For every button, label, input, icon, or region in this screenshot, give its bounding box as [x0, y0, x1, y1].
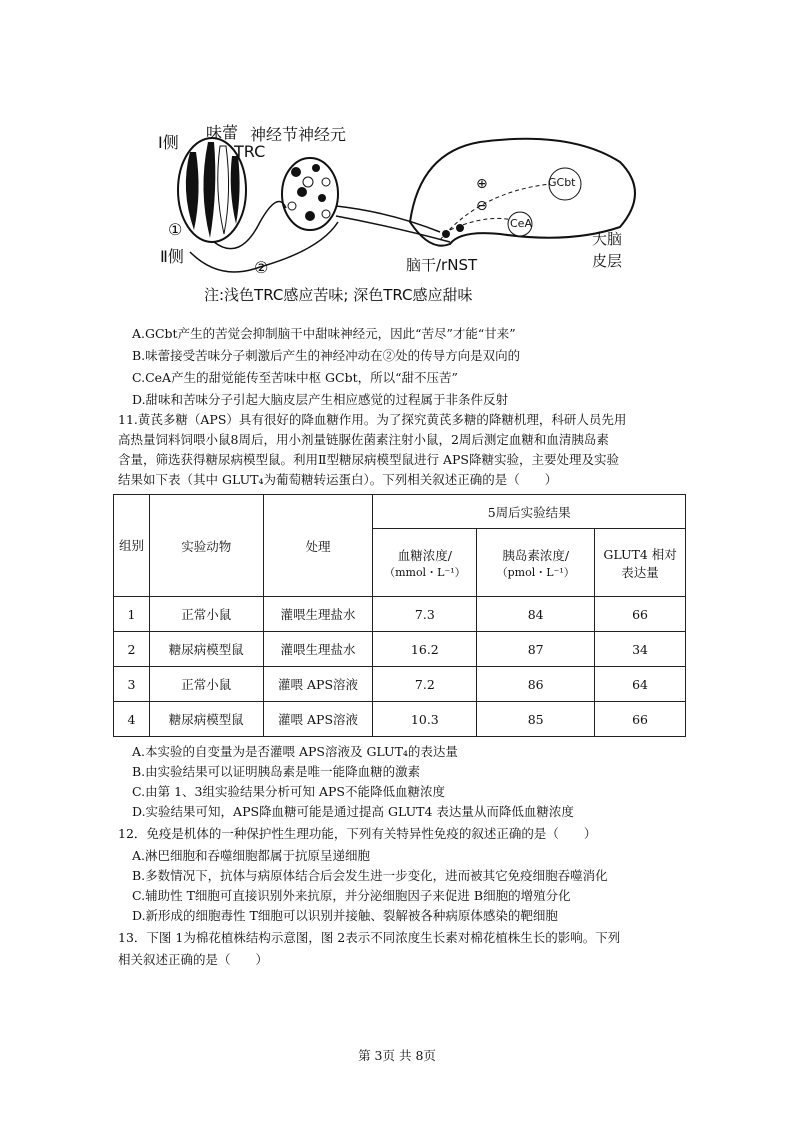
header-glucose: 血糖浓度/ （mmol・L⁻¹） [373, 529, 477, 597]
side-ii-label: Ⅱ侧 [160, 247, 184, 266]
q11-option-b: B.由实验结果可以证明胰岛素是唯一能降血糖的激素 [132, 764, 421, 779]
q10-option-b: B.味蕾接受苦味分子刺激后产生的神经冲动在②处的传导方向是双向的 [132, 348, 521, 363]
figure-note: 注:浅色TRC感应苦味; 深色TRC感应甜味 [204, 286, 473, 304]
plus-sign: ⊕ [476, 176, 488, 192]
header-animal: 实验动物 [149, 495, 263, 597]
brainstem-label: 脑干/rNST [406, 256, 478, 274]
q10-option-c: C.CeA产生的甜觉能传至苦味中枢 GCbt，所以“甜不压苦” [132, 370, 458, 385]
q11-stem-line: 含量，筛选获得糖尿病模型鼠。利用Ⅱ型糖尿病模型鼠进行 APS降糖实验，主要处理及实验 [118, 452, 619, 467]
cortex-label-1: 大脑 [592, 230, 623, 248]
q11-option-c: C.由第 1、3组实验结果分析可知 APS不能降低血糖浓度 [132, 784, 445, 799]
q11-option-a: A.本实验的自变量为是否灌喂 APS溶液及 GLUT₄的表达量 [132, 744, 458, 759]
q10-option-a: A.GCbt产生的苦觉会抑制脑干中甜味神经元，因此“苦尽”才能“甘来” [132, 326, 516, 341]
q11-results-table [113, 494, 686, 737]
q10-option-d: D.甜味和苦味分子引起大脑皮层产生相应感觉的过程属于非条件反射 [132, 392, 509, 407]
q11-option-d: D.实验结果可知，APS降血糖可能是通过提高 GLUT4 表达量从而降低血糖浓度 [132, 804, 574, 819]
table-row: 1 正常小鼠 灌喂生理盐水 7.3 84 66 [114, 597, 686, 632]
taste-bud-label: 味蕾 [206, 123, 239, 142]
header-glut4: GLUT4 相对 表达量 [595, 529, 686, 597]
q13-stem-line: 相关叙述正确的是（ ） [118, 952, 269, 967]
q13-stem-line: 13．下图 1为棉花植株结构示意图，图 2表示不同浓度生长素对棉花植株生长的影响。下列 [118, 930, 621, 945]
page-footer: 第 3页 共 8页 [358, 1048, 436, 1063]
trc-label: TRC [234, 142, 266, 161]
circle-2-label: ② [254, 258, 269, 277]
q11-stem-line: 高热量饲料饲喂小鼠8周后，用小剂量链脲佐菌素注射小鼠，2周后测定血糖和血清胰岛素 [118, 432, 609, 447]
trc-light-cell [218, 146, 229, 234]
q12-option-c: C.辅助性 T细胞可直接识别外来抗原，并分泌细胞因子来促进 B细胞的增殖分化 [132, 888, 571, 903]
q12-option-a: A.淋巴细胞和吞噬细胞都属于抗原呈递细胞 [132, 848, 371, 863]
ganglion-label: 神经节神经元 [250, 125, 347, 144]
cea-label: CeA [510, 217, 532, 230]
table-row: 4 糖尿病模型鼠 灌喂 APS溶液 10.3 85 66 [114, 702, 686, 737]
q12-option-b: B.多数情况下，抗体与病原体结合后会发生进一步变化，进而被其它免疫细胞吞噬消化 [132, 868, 608, 883]
trc-dark-cell [203, 142, 215, 238]
trc-dark-cell [231, 156, 240, 224]
header-results: 5周后实验结果 [373, 495, 686, 529]
q12-option-d: D.新形成的细胞毒性 T细胞可以识别并接触、裂解被各种病原体感染的靶细胞 [132, 908, 558, 923]
q11-stem-line: 11.黄芪多糖（APS）具有很好的降血糖作用。为了探究黄芪多糖的降糖机理，科研人员先用 [118, 412, 627, 427]
header-group: 组别 [114, 495, 150, 597]
q11-stem-line: 结果如下表（其中 GLUT₄为葡萄糖转运蛋白）。下列相关叙述正确的是（ ） [118, 472, 558, 487]
cortex-label-2: 皮层 [592, 252, 623, 270]
side-i-label: Ⅰ侧 [158, 133, 179, 152]
minus-sign: ⊖ [476, 198, 488, 214]
table-row: 2 糖尿病模型鼠 灌喂生理盐水 16.2 87 34 [114, 632, 686, 667]
header-insulin: 胰岛素浓度/ （pmol・L⁻¹） [477, 529, 595, 597]
taste-pathway-figure [150, 112, 650, 312]
circle-1-label: ① [168, 220, 183, 239]
trc-dark-cell [186, 152, 199, 230]
q12-stem: 12．免疫是机体的一种保护性生理功能，下列有关特异性免疫的叙述正确的是（ ） [118, 826, 597, 841]
table-row: 3 正常小鼠 灌喂 APS溶液 7.2 86 64 [114, 667, 686, 702]
header-treatment: 处理 [263, 495, 373, 597]
gcbt-label: GCbt [548, 176, 576, 189]
